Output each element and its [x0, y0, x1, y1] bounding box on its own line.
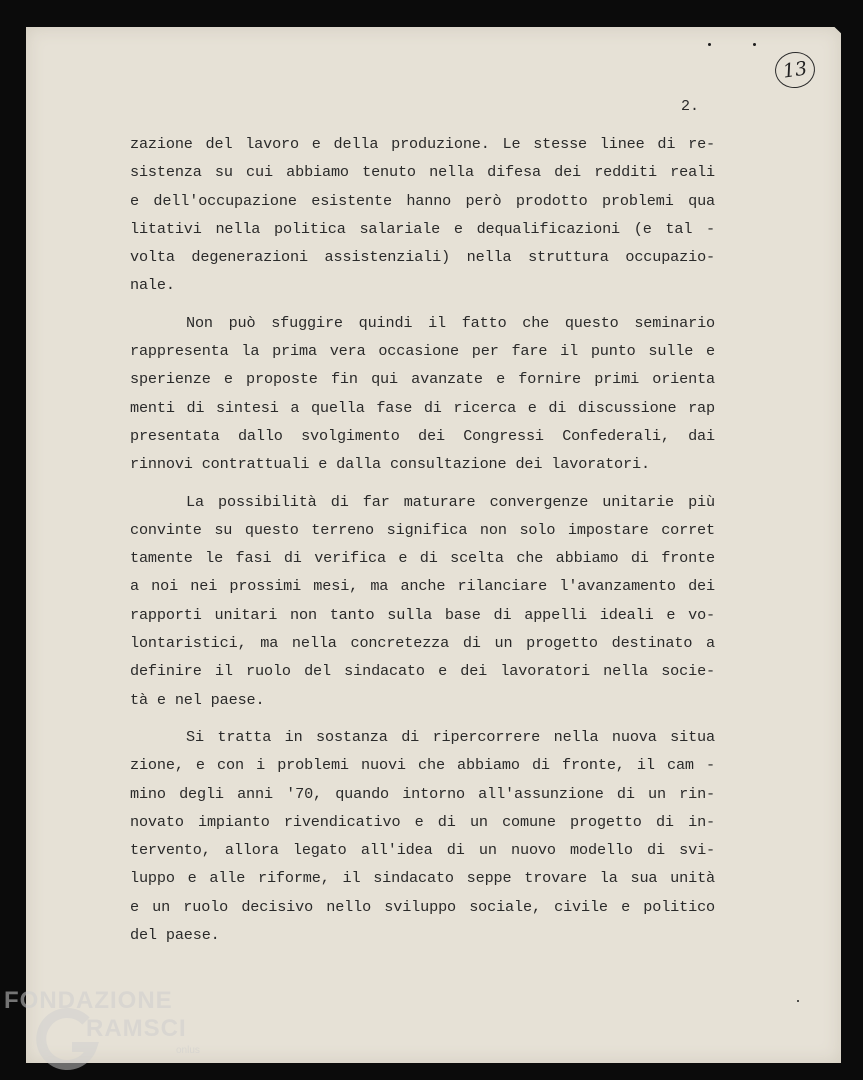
- text-line: e dell'occupazione esistente hanno però prodotto problemi qua: [130, 191, 715, 210]
- text-line: rapporti unitari non tanto sulla base di appelli ideali e vo-: [130, 605, 715, 624]
- text-line: novato impianto rivendicativo e di un comune progetto di in-: [130, 812, 715, 831]
- text-line: mino degli anni '70, quando intorno all'assunzione di un rin-: [130, 784, 715, 803]
- text-line: rinnovi contrattuali e dalla consultazione dei lavoratori.: [130, 455, 650, 474]
- text-line: La possibilità di far maturare convergenze unitarie più: [186, 492, 715, 511]
- text-line: Si tratta in sostanza di ripercorrere nella nuova situa: [186, 727, 715, 746]
- watermark-suffix: onlus: [176, 1045, 200, 1056]
- text-line: del paese.: [130, 926, 220, 945]
- page-number: 2.: [681, 98, 700, 115]
- text-line: presentata dallo svolgimento dei Congressi Confederali, dai: [130, 426, 715, 445]
- text-line: convinte su questo terreno significa non solo impostare corret: [130, 520, 715, 539]
- ink-speck: [708, 43, 711, 46]
- paragraph: [130, 723, 715, 949]
- watermark-line-1: FONDAZIONE: [4, 987, 173, 1014]
- text-line: sistenza su cui abbiamo tenuto nella difesa dei redditi reali: [130, 163, 715, 182]
- archive-stamp-number: 13: [773, 49, 818, 90]
- text-line: a noi nei prossimi mesi, ma anche rilanciare l'avanzamento dei: [130, 577, 715, 596]
- document-body: [130, 130, 715, 958]
- text-line: volta degenerazioni assistenziali) nella struttura occupazio-: [130, 248, 715, 267]
- text-line: e un ruolo decisivo nello sviluppo sociale, civile e politico: [130, 897, 715, 916]
- paragraph: [130, 309, 715, 479]
- text-line: tamente le fasi di verifica e di scelta che abbiamo di fronte: [130, 549, 715, 568]
- paragraph: [130, 488, 715, 714]
- text-line: luppo e alle riforme, il sindacato seppe trovare la sua unità: [130, 869, 715, 888]
- ink-speck: [797, 1000, 799, 1002]
- ink-speck: [753, 43, 756, 46]
- text-line: tervento, allora legato all'idea di un nuovo modello di svi-: [130, 841, 715, 860]
- text-line: rappresenta la prima vera occasione per fare il punto sulle e: [130, 342, 715, 361]
- text-line: menti di sintesi a quella fase di ricerca e di discussione rap: [130, 398, 715, 417]
- text-line: zione, e con i problemi nuovi che abbiamo di fronte, il cam -: [130, 756, 715, 775]
- watermark-line-2: RAMSCI: [86, 1015, 187, 1042]
- text-line: definire il ruolo del sindacato e dei lavoratori nella socie-: [130, 662, 715, 681]
- text-line: Non può sfuggire quindi il fatto che questo seminario: [186, 313, 715, 332]
- text-line: tà e nel paese.: [130, 690, 265, 709]
- text-line: litativi nella politica salariale e dequalificazioni (e tal -: [130, 219, 715, 238]
- text-line: nale.: [130, 276, 175, 295]
- text-line: zazione del lavoro e della produzione. Le stesse linee di re-: [130, 135, 715, 153]
- paragraph: [130, 130, 715, 300]
- text-line: lontaristici, ma nella concretezza di un progetto destinato a: [130, 634, 715, 653]
- text-line: sperienze e proposte fin qui avanzate e fornire primi orienta: [130, 370, 715, 389]
